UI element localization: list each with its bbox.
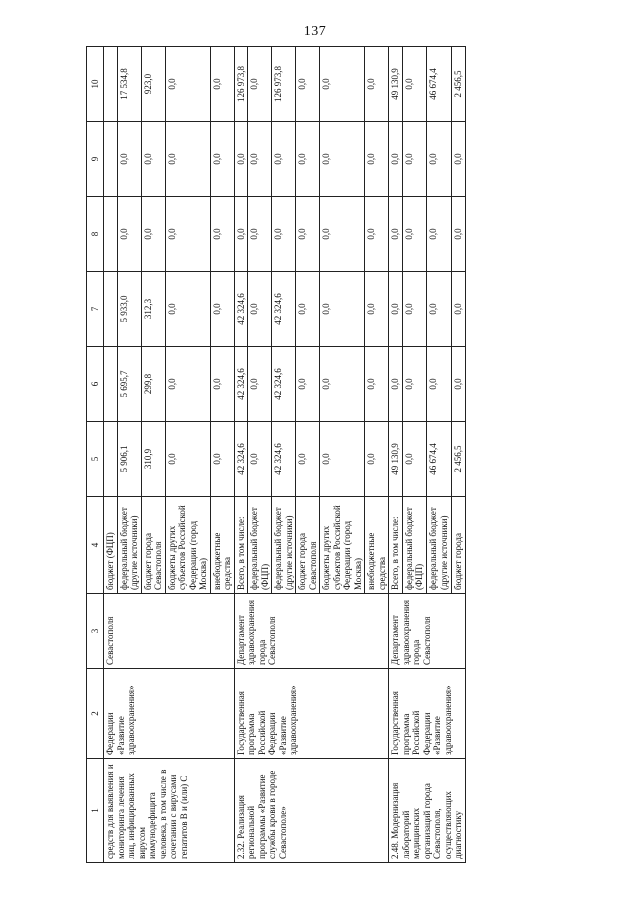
cell-c4: внебюджетные средства [365, 497, 389, 594]
header-cell-6: 6 [87, 347, 104, 422]
cell-c2: Государственная программа Российской Федерации «Развитие здравоохранения» [389, 669, 466, 759]
cell-c8: 0,0 [451, 197, 465, 272]
cell-c7: 0,0 [365, 272, 389, 347]
header-cell-1: 1 [87, 759, 104, 863]
cell-c5: 46 674,4 [427, 422, 451, 497]
cell-c8: 0,0 [272, 197, 296, 272]
cell-c6: 0,0 [320, 347, 365, 422]
cell-c5: 42 324,6 [272, 422, 296, 497]
cell-c8 [104, 197, 118, 272]
cell-c8: 0,0 [365, 197, 389, 272]
cell-c6: 0,0 [296, 347, 320, 422]
table-header [87, 47, 104, 863]
cell-c4: федеральный бюджет (другие источники) [427, 497, 451, 594]
cell-c5: 0,0 [296, 422, 320, 497]
cell-c5: 0,0 [248, 422, 272, 497]
cell-c7: 0,0 [402, 272, 426, 347]
cell-c5: 0,0 [210, 422, 234, 497]
cell-c4: федеральный бюджет (другие источники) [117, 497, 141, 594]
cell-c9: 0,0 [272, 122, 296, 197]
cell-c8: 0,0 [320, 197, 365, 272]
cell-c8: 0,0 [402, 197, 426, 272]
header-cell-9: 9 [87, 122, 104, 197]
cell-c8: 0,0 [234, 197, 248, 272]
cell-c6: 0,0 [248, 347, 272, 422]
cell-c7: 0,0 [320, 272, 365, 347]
cell-c10: 2 456,5 [451, 47, 465, 122]
cell-c7: 0,0 [210, 272, 234, 347]
cell-c9: 0,0 [389, 122, 403, 197]
cell-c7: 312,3 [141, 272, 165, 347]
header-cell-4: 4 [87, 497, 104, 594]
cell-c4: бюджеты других субъектов Российской Федерации (город Москва) [165, 497, 210, 594]
cell-c9: 0,0 [248, 122, 272, 197]
header-cell-7: 7 [87, 272, 104, 347]
cell-c5: 310,9 [141, 422, 165, 497]
cell-c7: 5 933,0 [117, 272, 141, 347]
cell-c10: 49 130,9 [389, 47, 403, 122]
cell-c8: 0,0 [427, 197, 451, 272]
cell-c5: 0,0 [320, 422, 365, 497]
cell-c7: 0,0 [389, 272, 403, 347]
cell-c9: 0,0 [165, 122, 210, 197]
cell-c9: 0,0 [451, 122, 465, 197]
cell-c5: 0,0 [165, 422, 210, 497]
cell-c4: бюджеты других субъектов Российской Федерации (город Москва) [320, 497, 365, 594]
cell-c10: 126 973,8 [272, 47, 296, 122]
cell-c8: 0,0 [165, 197, 210, 272]
header-cell-5: 5 [87, 422, 104, 497]
cell-c1: 2.48. Модернизация лабораторий медицинских организаций города Севастополя, осуществляющих диагностику [389, 759, 466, 863]
page-number: 137 [303, 24, 327, 39]
cell-c10: 17 534,8 [117, 47, 141, 122]
cell-c3: Департамент здравоохранения города Севастополя [234, 594, 389, 669]
cell-c5 [104, 422, 118, 497]
budget-table [86, 46, 466, 863]
cell-c9: 0,0 [117, 122, 141, 197]
cell-c4: бюджет города [451, 497, 465, 594]
cell-c4: бюджет города Севастополя [296, 497, 320, 594]
cell-c9: 0,0 [427, 122, 451, 197]
cell-c2: Федерации «Развитие здравоохранения» [104, 669, 235, 759]
cell-c7: 0,0 [165, 272, 210, 347]
cell-c5: 42 324,6 [234, 422, 248, 497]
cell-c10: 46 674,4 [427, 47, 451, 122]
cell-c9: 0,0 [365, 122, 389, 197]
cell-c5: 5 906,1 [117, 422, 141, 497]
cell-c6: 42 324,6 [234, 347, 248, 422]
cell-c4: бюджет города Севастополя [141, 497, 165, 594]
cell-c6: 0,0 [451, 347, 465, 422]
cell-c7: 0,0 [296, 272, 320, 347]
cell-c4: федеральный бюджет (ФЦП) [402, 497, 426, 594]
table-row [389, 47, 403, 863]
cell-c9: 0,0 [402, 122, 426, 197]
header-cell-10: 10 [87, 47, 104, 122]
cell-c9: 0,0 [210, 122, 234, 197]
cell-c6: 0,0 [165, 347, 210, 422]
cell-c6: 42 324,6 [272, 347, 296, 422]
cell-c10: 923,0 [141, 47, 165, 122]
cell-c5: 0,0 [365, 422, 389, 497]
cell-c6: 0,0 [427, 347, 451, 422]
cell-c9: 0,0 [141, 122, 165, 197]
cell-c10: 0,0 [365, 47, 389, 122]
header-cell-3: 3 [87, 594, 104, 669]
cell-c10: 126 973,8 [234, 47, 248, 122]
cell-c8: 0,0 [389, 197, 403, 272]
cell-c6 [104, 347, 118, 422]
cell-c4: Всего, в том числе: [234, 497, 248, 594]
rotated-page-area [86, 47, 630, 863]
cell-c6: 0,0 [365, 347, 389, 422]
cell-c9: 0,0 [234, 122, 248, 197]
cell-c7: 0,0 [451, 272, 465, 347]
cell-c4: бюджет (ФЦП) [104, 497, 118, 594]
cell-c10: 0,0 [296, 47, 320, 122]
cell-c10: 0,0 [320, 47, 365, 122]
rotated-table-container [86, 47, 630, 863]
cell-c10 [104, 47, 118, 122]
cell-c9 [104, 122, 118, 197]
cell-c6: 5 695,7 [117, 347, 141, 422]
cell-c9: 0,0 [320, 122, 365, 197]
cell-c6: 0,0 [389, 347, 403, 422]
cell-c7: 42 324,6 [272, 272, 296, 347]
cell-c10: 0,0 [165, 47, 210, 122]
cell-c1: средств для выявления и мониторинга лечения лиц, инфицированных вирусом иммунодефицита человека, в том числе в сочетании с вирусами гепатитов В и (или) С [104, 759, 235, 863]
cell-c8: 0,0 [210, 197, 234, 272]
cell-c4: федеральный бюджет (ФЦП) [248, 497, 272, 594]
cell-c8: 0,0 [296, 197, 320, 272]
cell-c2: Государственная программа Российской Федерации «Развитие здравоохранения» [234, 669, 389, 759]
cell-c10: 0,0 [210, 47, 234, 122]
table-row [104, 47, 118, 863]
cell-c7: 42 324,6 [234, 272, 248, 347]
cell-c7: 0,0 [427, 272, 451, 347]
cell-c4: внебюджетные средства [210, 497, 234, 594]
cell-c4: Всего, в том числе: [389, 497, 403, 594]
table-row [234, 47, 248, 863]
cell-c5: 0,0 [402, 422, 426, 497]
cell-c5: 49 130,9 [389, 422, 403, 497]
cell-c9: 0,0 [296, 122, 320, 197]
cell-c7: 0,0 [248, 272, 272, 347]
cell-c1: 2.32. Реализация региональной программы «Развитие службы крови в городе Севастополе» [234, 759, 389, 863]
cell-c8: 0,0 [117, 197, 141, 272]
cell-c4: федеральный бюджет (другие источники) [272, 497, 296, 594]
header-cell-2: 2 [87, 669, 104, 759]
cell-c8: 0,0 [248, 197, 272, 272]
table-body [104, 47, 466, 863]
cell-c5: 2 456,5 [451, 422, 465, 497]
cell-c6: 299,8 [141, 347, 165, 422]
cell-c3: Департамент здравоохранения города Севастополя [389, 594, 466, 669]
cell-c7 [104, 272, 118, 347]
cell-c8: 0,0 [141, 197, 165, 272]
cell-c10: 0,0 [402, 47, 426, 122]
cell-c6: 0,0 [402, 347, 426, 422]
cell-c3: Севастополя [104, 594, 235, 669]
cell-c6: 0,0 [210, 347, 234, 422]
cell-c10: 0,0 [248, 47, 272, 122]
header-row [87, 47, 104, 863]
header-cell-8: 8 [87, 197, 104, 272]
